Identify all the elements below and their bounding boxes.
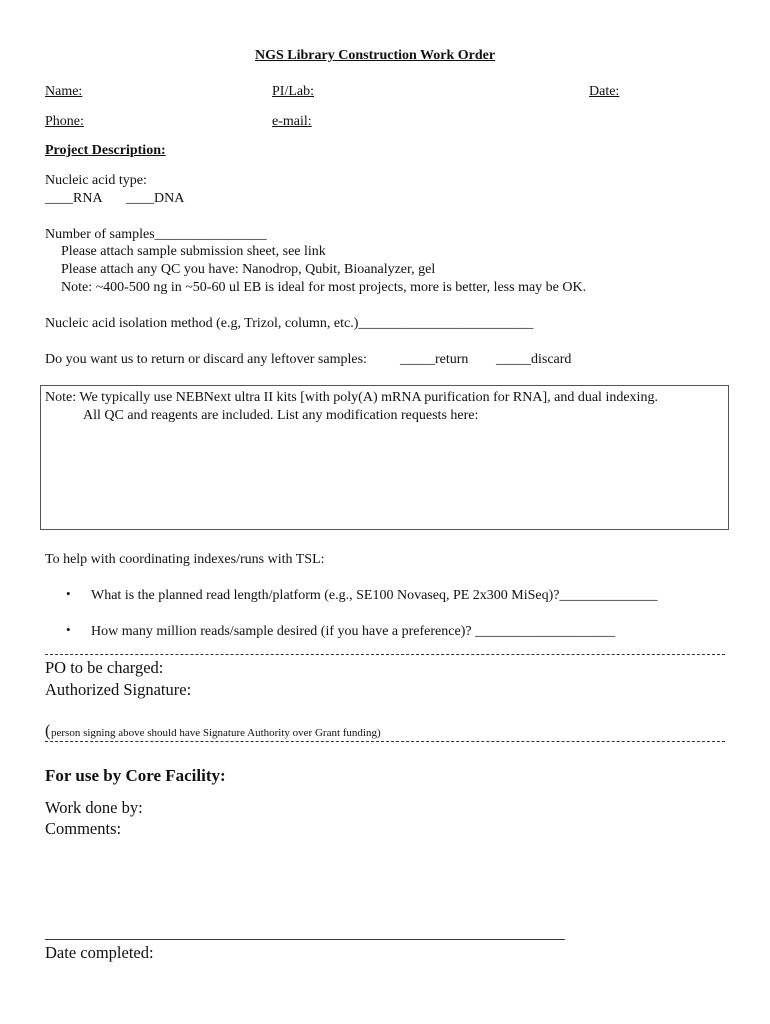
divider-bottom: [45, 741, 725, 742]
return-question: Do you want us to return or discard any leftover samples:: [45, 352, 367, 367]
return-option: _____return: [400, 352, 469, 367]
number-of-samples: Number of samples________________: [45, 227, 267, 242]
work-done-by-label: Work done by:: [45, 798, 143, 817]
reads-per-sample-question: How many million reads/sample desired (if you have a preference)? ____________________: [91, 624, 616, 639]
nucleic-acid-type-label: Nucleic acid type:: [45, 173, 147, 188]
po-label: PO to be charged:: [45, 658, 164, 677]
comments-label: Comments:: [45, 819, 122, 838]
project-description-heading: Project Description:: [45, 143, 166, 158]
discard-option: _____discard: [496, 352, 572, 367]
core-facility-heading: For use by Core Facility:: [45, 766, 226, 785]
note-box-line2: All QC and reagents are included. List any modification requests here:: [83, 408, 479, 423]
email-label: e-mail:: [272, 114, 312, 129]
tsl-intro: To help with coordinating indexes/runs with TSL:: [45, 552, 325, 567]
pi-lab-label: PI/Lab:: [272, 84, 314, 99]
amount-note: Note: ~400-500 ng in ~50-60 ul EB is ideal for most projects, more is better, less may be OK.: [61, 280, 587, 295]
open-paren: (: [45, 721, 51, 740]
read-length-question: What is the planned read length/platform (e.g., SE100 Novaseq, PE 2x300 MiSeq)?______________: [91, 588, 658, 603]
signature-authority-disclaimer: person signing above should have Signature Authority over Grant funding): [51, 727, 381, 739]
authorized-signature-label: Authorized Signature:: [45, 680, 192, 699]
date-completed-label: Date completed:: [45, 943, 154, 962]
name-label: Name:: [45, 84, 83, 99]
attach-qc-instruction: Please attach any QC you have: Nanodrop, Qubit, Bioanalyzer, gel: [61, 262, 436, 277]
attach-sheet-instruction: Please attach sample submission sheet, see link: [61, 244, 326, 259]
divider-top: [45, 654, 725, 655]
isolation-method: Nucleic acid isolation method (e.g, Trizol, column, etc.)_________________________: [45, 316, 534, 331]
rna-option: ____RNA: [45, 191, 103, 206]
modification-requests-box[interactable]: [40, 385, 729, 530]
signature-line: _______________________________________________________________: [45, 923, 565, 942]
phone-label: Phone:: [45, 114, 84, 129]
dna-option: ____DNA: [126, 191, 185, 206]
bullet-icon: •: [66, 586, 71, 601]
date-label: Date:: [589, 84, 620, 99]
page-title: NGS Library Construction Work Order: [255, 48, 496, 63]
note-box-line1: Note: We typically use NEBNext ultra II kits [with poly(A) mRNA purification for RNA], and dual indexing.: [45, 390, 658, 405]
bullet-icon: •: [66, 622, 71, 637]
